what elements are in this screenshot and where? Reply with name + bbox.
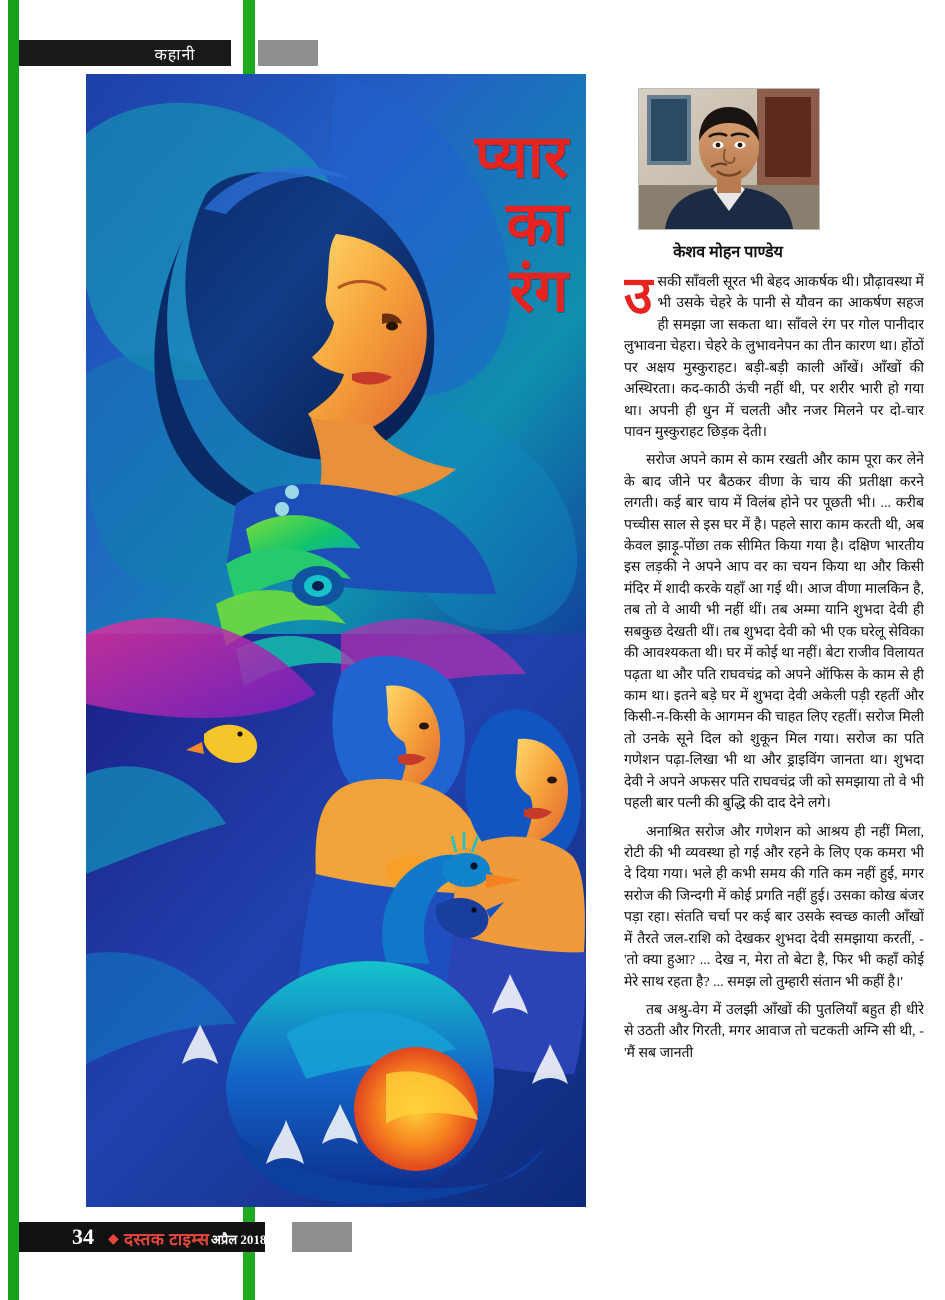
title-line-1: प्यार	[475, 124, 568, 190]
left-green-rule	[8, 0, 19, 1300]
page-number: 34	[72, 1224, 94, 1249]
author-name: केशव मोहन पाण्डेय	[673, 244, 783, 261]
article-artwork	[86, 74, 586, 1207]
title-line-3: रंग	[509, 258, 568, 325]
drop-cap: उ	[624, 272, 653, 325]
footer-green-rule	[243, 1262, 255, 1300]
article-body	[624, 272, 924, 1217]
magazine-name: दस्तक टाइम्स	[124, 1230, 210, 1249]
story-title	[396, 124, 586, 326]
paragraph-2: सरोज अपने काम से काम रखती और काम पूरा कर लेने के बाद जीने पर बैठकर वीणा के चाय की प्रतीक्षा करने लगती। कई बार चाय में विलंब होने पर पूछती भी। ... करीब पच्चीस साल से इस घर में है। पहले सारा काम करती थी, अब केवल झाड़ू-पोंछा तक सीमित किया गया है। दक्षिण भारतीय इस लड़की ने अपने आप वर का चयन किया था और किसी मंदिर में शादी करके यहाँ आ गई थी। आज वीणा मालकिन है, तब तो वे आयी भी नहीं थीं। तब अम्मा यानि शुभदा देवी ही सबकुछ देखती थीं। तब शुभदा देवी को भी एक घरेलू सेविका की आवश्यकता थी। घर में कोई था नहीं। बेटा राजीव विलायत पढ़ता था और पति राघवचंद्र को अपने ऑफिस के काम से ही काम था। इतने बड़े घर में शुभदा देवी अकेली पड़ी रहतीं और किसी-न-किसी के आगमन की चाहत लिए रहतीं। सरोज मिली तो उनके सूने दिल को शुकून मिल गया। सरोज का पति गणेशन पढ़ा-लिखा भी था और ड्राइविंग जानता था। शुभदा देवी ने अपने अफसर पति राघवचंद्र जी को समझाया तो वे भी पहली बार पत्नी की बुद्धि की दाद देने लगे।	[624, 452, 924, 812]
title-line-2: का	[506, 191, 568, 258]
section-label: कहानी	[154, 47, 196, 64]
paragraph-4: तब अश्रु-वेग में उलझी आँखों की पुतलियाँ बहुत ही धीरे से उठती और गिरती, मगर आवाज तो चटकती अग्नि सी थी, - 'मैं सब जानती	[624, 1001, 924, 1061]
footer-separator: ◆	[108, 1232, 119, 1247]
paragraph-1	[624, 272, 924, 443]
section-header-gray-block	[258, 40, 318, 66]
paragraph-3: अनाश्रित सरोज और गणेशन को आश्रय ही नहीं मिला, रोटी की भी व्यवस्था हो गई और रहने के लिए एक कमरा भी दे दिया गया। भले ही कभी समय की गति कम नहीं हुई, मगर सरोज की जिन्दगी में कोई प्रगति नहीं हुई। उसका कोख बंजर पड़ा रहा। संतति चर्चा पर कई बार उसके स्वच्छ काली आँखों में तैरते जल-राशि को देखकर शुभदा देवी समझाया करतीं, - 'तो क्या हुआ? ... देख न, मेरा तो बेटा है, फिर भी कहाँ कोई मेरे साथ रहता है? ... समझ लो तुम्हारी संतान भी कहीं है।'	[624, 823, 924, 990]
footer-gray-block	[292, 1222, 352, 1252]
author-photo	[638, 88, 820, 230]
paragraph-1-text: सकी साँवली सूरत भी बेहद आकर्षक थी। प्रौढ़ावस्था में भी उसके चेहरे के पानी से यौवन का आकर्षण सहज ही समझा जा सकता था। साँवले रंग पर गोल पानीदार लुभावना चेहरा। चेहरे के लुभावनेपन का तीन कारण था। होंठों पर अक्षय मुस्कुराहट। बड़ी-बड़ी काली आँखें। आँखों की अस्थिरता। कद-काठी ऊंची नहीं थी, पर शरीर भारी हो गया था। अपनी ही धुन में चलती और नजर मिलने पर दो-चार पावन मुस्कुराहट छिड़क देती।	[624, 274, 924, 440]
issue-date: अप्रैल 2018	[211, 1232, 267, 1247]
